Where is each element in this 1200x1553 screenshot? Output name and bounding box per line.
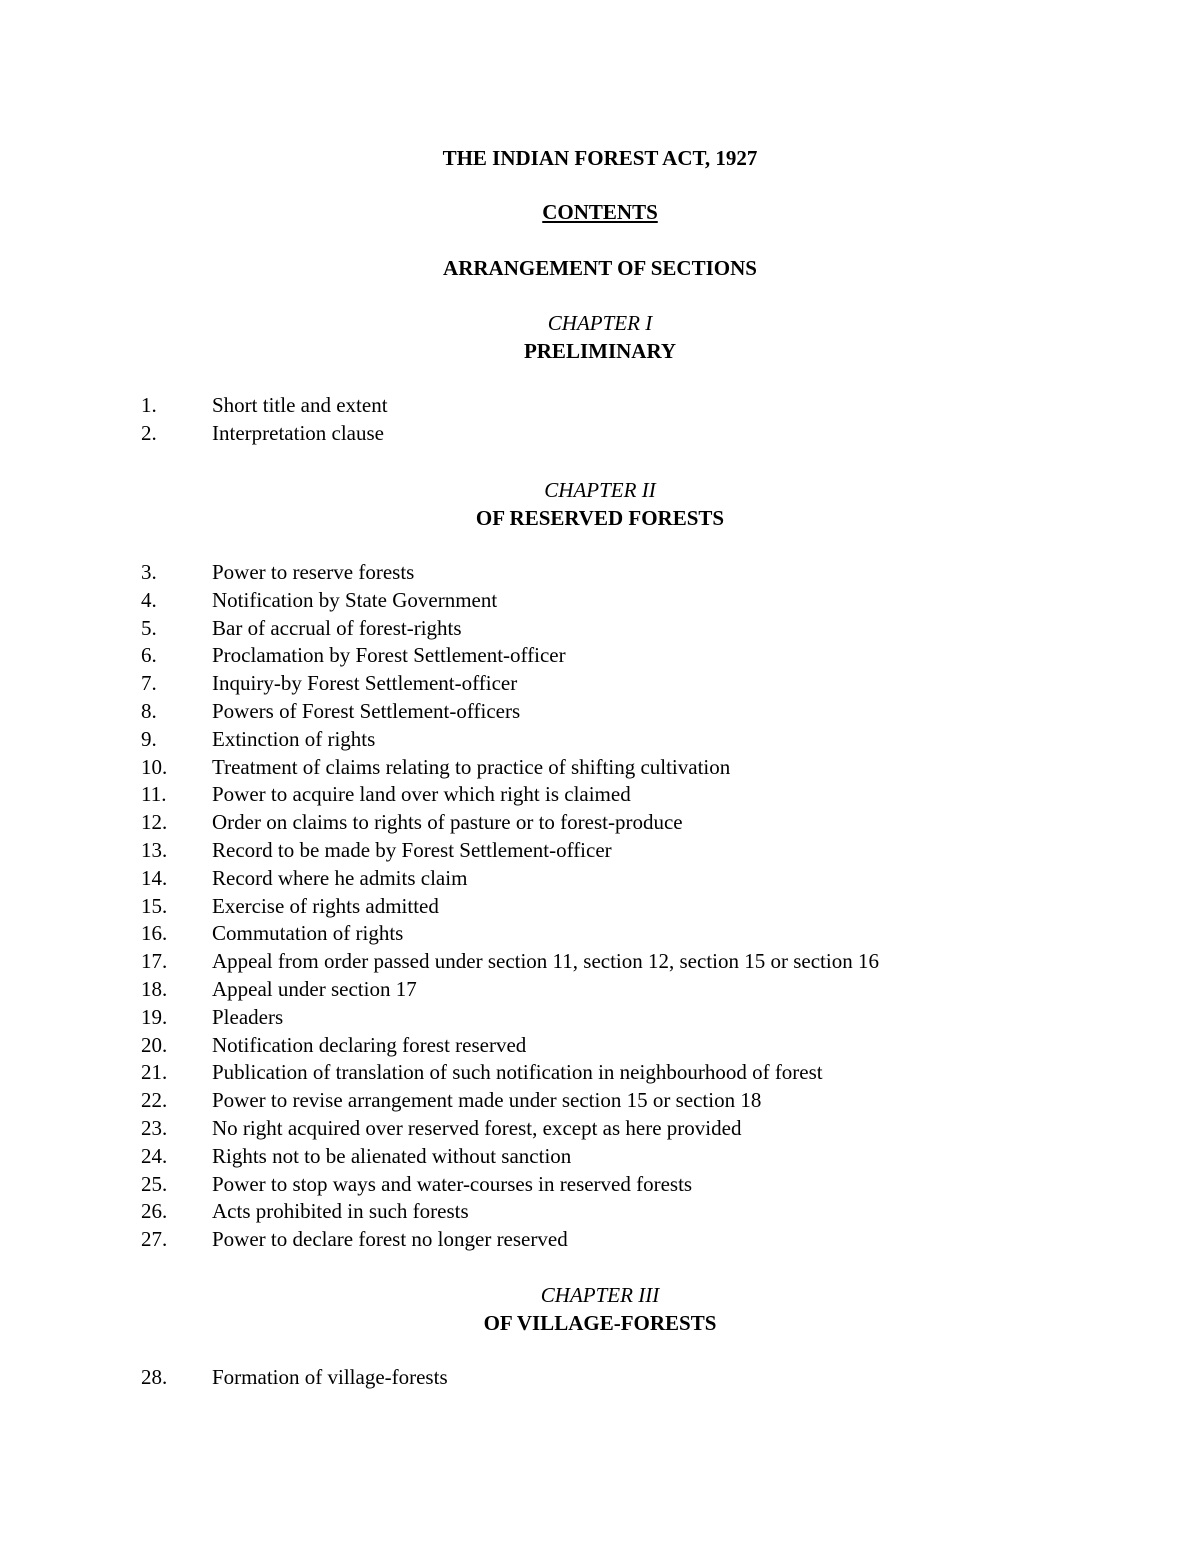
section-title: Exercise of rights admitted <box>212 893 439 918</box>
section-entry <box>0 754 1200 782</box>
section-entry <box>0 1087 1200 1115</box>
section-number: 2. <box>141 420 157 445</box>
chapter-label: CHAPTER I <box>547 311 653 335</box>
section-number: 25. <box>141 1171 168 1196</box>
section-entry <box>0 1032 1200 1060</box>
document-title: THE INDIAN FOREST ACT, 1927 <box>442 146 758 170</box>
section-number: 28. <box>141 1365 168 1389</box>
section-entry <box>0 976 1200 1004</box>
section-title: Bar of accrual of forest-rights <box>212 615 462 640</box>
section-number: 15. <box>141 893 168 918</box>
section-title: Inquiry-by Forest Settlement-officer <box>212 671 518 696</box>
section-title: Power to stop ways and water-courses in reserved forests <box>212 1171 693 1196</box>
section-title: Power to acquire land over which right is claimed <box>212 782 631 807</box>
section-entry <box>0 1171 1200 1199</box>
section-title: Power to reserve forests <box>212 560 415 584</box>
section-list <box>0 392 1200 448</box>
section-number: 9. <box>141 726 157 751</box>
section-number: 24. <box>141 1143 168 1168</box>
section-number: 14. <box>141 865 168 890</box>
section-list <box>0 559 1200 1254</box>
section-entry <box>0 1226 1200 1254</box>
section-entry <box>0 559 1200 587</box>
section-title: Interpretation clause <box>212 420 384 445</box>
section-entry <box>0 948 1200 976</box>
section-title: Order on claims to rights of pasture or to forest-produce <box>212 810 683 835</box>
section-number: 23. <box>141 1115 168 1140</box>
section-title: Pleaders <box>212 1004 284 1029</box>
section-number: 16. <box>141 921 168 946</box>
section-title: No right acquired over reserved forest, except as here provided <box>212 1115 742 1140</box>
chapter-heading: PRELIMINARY <box>523 339 677 363</box>
section-title: Extinction of rights <box>212 726 376 751</box>
section-entry <box>0 1364 1200 1392</box>
section-entry <box>0 837 1200 865</box>
section-number: 4. <box>141 587 157 612</box>
section-title: Proclamation by Forest Settlement-officer <box>212 643 566 668</box>
contents-heading: CONTENTS <box>542 200 658 224</box>
chapter-label: CHAPTER III <box>540 1283 660 1307</box>
section-entry <box>0 1059 1200 1087</box>
section-number: 10. <box>141 754 168 779</box>
section-title: Commutation of rights <box>212 921 404 946</box>
section-entry <box>0 698 1200 726</box>
section-entry <box>0 1143 1200 1171</box>
section-title: Formation of village-forests <box>212 1365 448 1389</box>
section-title: Record to be made by Forest Settlement-officer <box>212 837 612 862</box>
section-entry <box>0 392 1200 420</box>
section-number: 17. <box>141 949 168 974</box>
section-title: Appeal from order passed under section 11, section 12, section 15 or section 16 <box>212 949 879 974</box>
section-title: Notification declaring forest reserved <box>212 1032 527 1057</box>
chapter-heading: OF VILLAGE-FORESTS <box>483 1311 717 1335</box>
section-number: 22. <box>141 1088 168 1113</box>
section-title: Appeal under section 17 <box>212 976 417 1001</box>
section-number: 6. <box>141 643 157 668</box>
section-entry <box>0 920 1200 948</box>
section-number: 18. <box>141 976 168 1001</box>
section-title: Record where he admits claim <box>212 865 468 890</box>
arrangement-heading: ARRANGEMENT OF SECTIONS <box>443 256 757 280</box>
section-title: Short title and extent <box>212 393 388 417</box>
section-number: 7. <box>141 671 157 696</box>
section-entry <box>0 587 1200 615</box>
section-number: 11. <box>141 782 167 807</box>
section-entry <box>0 865 1200 893</box>
section-entry <box>0 1004 1200 1032</box>
section-number: 5. <box>141 615 157 640</box>
section-number: 21. <box>141 1060 168 1085</box>
section-title: Power to revise arrangement made under section 15 or section 18 <box>212 1088 762 1113</box>
section-title: Power to declare forest no longer reserved <box>212 1227 568 1252</box>
section-number: 3. <box>141 560 157 584</box>
section-entry <box>0 809 1200 837</box>
section-entry <box>0 615 1200 643</box>
section-entry <box>0 726 1200 754</box>
section-entry <box>0 893 1200 921</box>
chapter-label: CHAPTER II <box>544 478 656 502</box>
section-number: 27. <box>141 1227 168 1252</box>
section-entry <box>0 1115 1200 1143</box>
section-title: Notification by State Government <box>212 587 498 612</box>
section-title: Rights not to be alienated without sanction <box>212 1143 572 1168</box>
section-number: 13. <box>141 837 168 862</box>
section-title: Treatment of claims relating to practice of shifting cultivation <box>212 754 731 779</box>
section-number: 12. <box>141 810 168 835</box>
section-title: Powers of Forest Settlement-officers <box>212 698 521 723</box>
section-title: Publication of translation of such notification in neighbourhood of forest <box>212 1060 823 1085</box>
section-number: 8. <box>141 698 157 723</box>
section-number: 26. <box>141 1199 168 1224</box>
section-title: Acts prohibited in such forests <box>212 1199 469 1224</box>
section-entry <box>0 670 1200 698</box>
section-number: 20. <box>141 1032 168 1057</box>
section-entry <box>0 781 1200 809</box>
section-number: 19. <box>141 1004 168 1029</box>
section-list <box>0 1364 1200 1392</box>
section-entry <box>0 642 1200 670</box>
section-entry <box>0 420 1200 448</box>
chapter-heading: OF RESERVED FORESTS <box>475 506 725 530</box>
section-entry <box>0 1198 1200 1226</box>
section-number: 1. <box>141 393 157 417</box>
